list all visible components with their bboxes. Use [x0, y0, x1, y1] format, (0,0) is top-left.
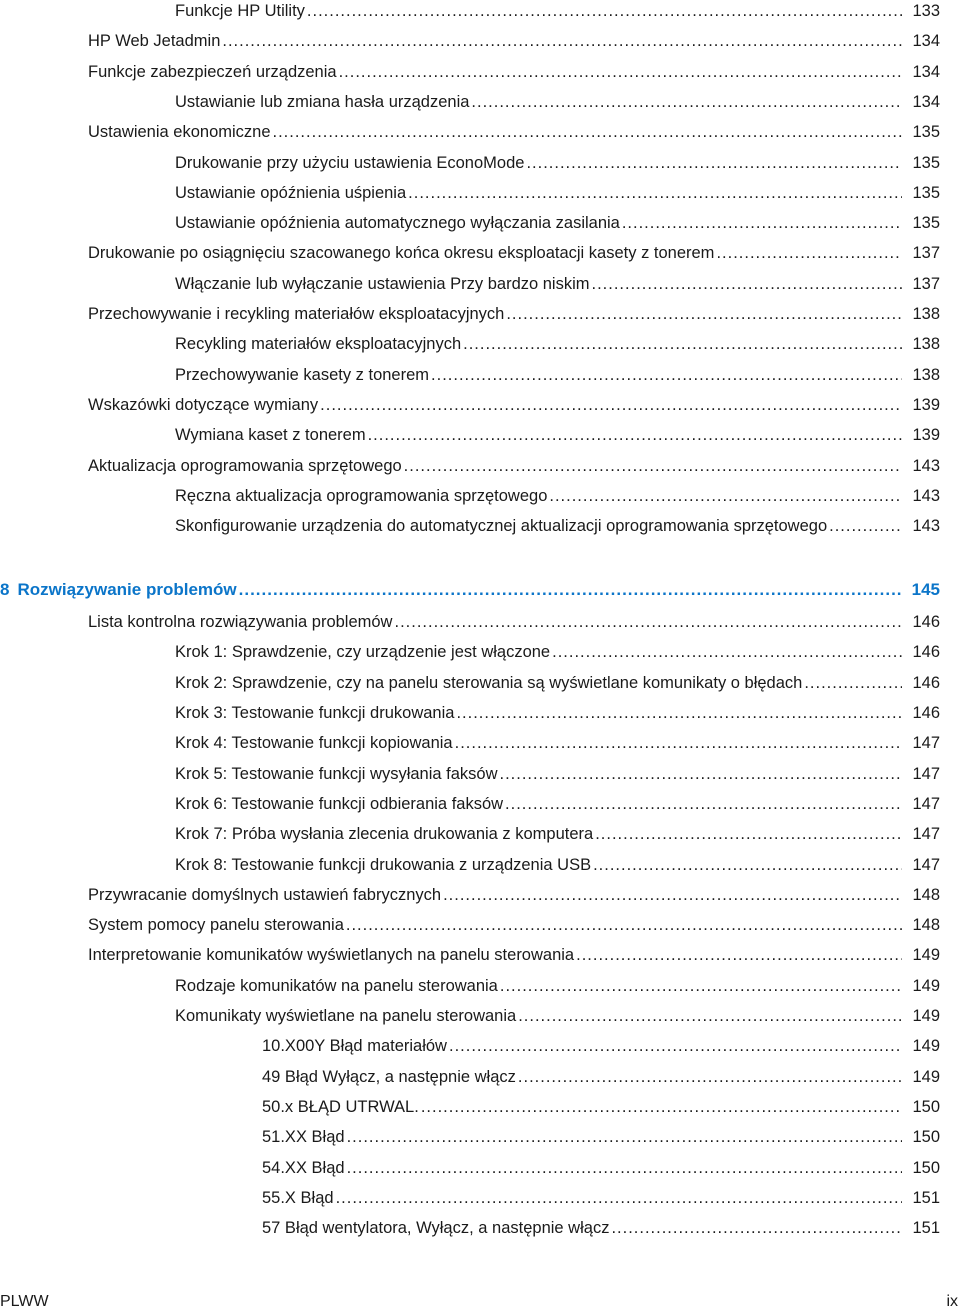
toc-entry-link[interactable] [175, 514, 940, 538]
footer-page-number: ix [946, 1293, 958, 1310]
toc-entry-title: Przechowywanie kasety z tonerem [175, 365, 430, 384]
toc-entry-link[interactable] [88, 393, 940, 417]
toc-entry-title: HP Web Jetadmin [88, 32, 221, 51]
toc-entry-link[interactable] [175, 701, 940, 725]
dot-leader [500, 762, 902, 786]
toc-entry-title: 10.X00Y Błąd materiałów [262, 1037, 447, 1056]
toc-entry-link[interactable] [175, 151, 940, 175]
toc-entry-link[interactable] [175, 640, 940, 664]
dot-leader [804, 671, 902, 695]
dot-leader [346, 913, 902, 937]
toc-entry-link[interactable] [175, 974, 940, 998]
dot-leader [347, 1156, 902, 1180]
dot-leader [829, 514, 902, 538]
toc-page-number: 147 [912, 855, 940, 874]
dot-leader [526, 151, 902, 175]
toc-entry-title: Komunikaty wyświetlane na panelu sterowania [175, 1007, 517, 1025]
dot-leader [273, 120, 902, 144]
toc-page-number: 150 [912, 1158, 940, 1177]
toc-entry-title: 54.XX Błąd [262, 1158, 345, 1177]
toc-page-number: 138 [912, 365, 940, 384]
toc-entry-title: Krok 6: Testowanie funkcji odbierania faksów [175, 794, 504, 813]
dot-leader [394, 610, 902, 634]
toc-entry-title: Ustawianie opóźnienia automatycznego wyłączania zasilania [175, 214, 620, 233]
toc-entry-link[interactable] [175, 211, 940, 235]
toc-entry-title: Drukowanie przy użyciu ustawienia EconoMode [175, 153, 525, 172]
toc-entry-title: Recykling materiałów eksploatacyjnych [175, 335, 462, 354]
toc-entry-link[interactable] [175, 484, 940, 508]
dot-leader [404, 454, 902, 478]
toc-page-number: 134 [912, 62, 940, 81]
toc-entry-link[interactable] [262, 1156, 940, 1180]
toc-page-number: 137 [912, 244, 940, 263]
toc-entry-title: Rozwiązywanie problemów [17, 580, 237, 600]
toc-page-number: 133 [912, 2, 940, 20]
dot-leader [222, 29, 902, 53]
dot-leader [431, 363, 902, 387]
dot-leader [449, 1034, 902, 1058]
toc-page-number: 139 [912, 426, 940, 445]
toc-page-number: 146 [912, 673, 940, 692]
dot-leader [593, 853, 902, 877]
toc-page-number: 148 [912, 885, 940, 904]
toc-page-number: 149 [912, 946, 940, 965]
dot-leader [368, 423, 902, 447]
toc-entry-link[interactable] [88, 29, 940, 53]
toc-page-number: 150 [912, 1097, 940, 1116]
toc-entry-title: Włączanie lub wyłączanie ustawienia Przy bardzo niskim [175, 274, 590, 293]
toc-entry-title: 55.X Błąd [262, 1188, 334, 1207]
dot-leader [622, 211, 902, 235]
toc-page-number: 143 [912, 517, 940, 536]
toc-entry-title: Wskazówki dotyczące wymiany [88, 395, 319, 414]
toc-entry-title: Krok 2: Sprawdzenie, czy na panelu sterowania są wyświetlane komunikaty o błędach [175, 673, 803, 692]
toc-entry-title: Krok 8: Testowanie funkcji drukowania z urządzenia USB [175, 855, 592, 874]
dot-leader [506, 302, 902, 326]
toc-entry-link[interactable] [175, 423, 940, 447]
toc-entry-link[interactable] [88, 883, 940, 907]
toc-entry-link[interactable] [175, 181, 940, 205]
dot-leader [456, 701, 902, 725]
toc-entry-title: Ręczna aktualizacja oprogramowania sprzętowego [175, 486, 548, 505]
dot-leader [576, 943, 902, 967]
dot-leader [518, 1065, 902, 1089]
dot-leader [347, 1125, 902, 1149]
dot-leader [552, 640, 902, 664]
toc-entry-title: Rodzaje komunikatów na panelu sterowania [175, 976, 498, 995]
toc-entry-link[interactable] [88, 913, 940, 937]
toc-page-number: 139 [912, 395, 940, 414]
toc-chapter-link[interactable] [0, 578, 940, 602]
toc-page-number: 135 [912, 153, 940, 172]
toc-page-number: 134 [912, 32, 940, 51]
toc-entry-link[interactable] [88, 943, 940, 967]
dot-leader [421, 1095, 902, 1119]
toc-entry-title: Lista kontrolna rozwiązywania problemów [88, 613, 393, 632]
dot-leader [443, 883, 902, 907]
toc-entry-link[interactable] [175, 822, 940, 846]
toc-entry-title: Drukowanie po osiągnięciu szacowanego końca okresu eksploatacji kasety z tonerem [88, 244, 715, 263]
toc-page-number: 149 [912, 1037, 940, 1056]
toc-page-number: 137 [912, 274, 940, 293]
toc-page-number: 151 [912, 1219, 940, 1238]
toc-entry-title: 50.x BŁĄD UTRWAL. [262, 1097, 419, 1116]
dot-leader [320, 393, 902, 417]
toc-entry-link[interactable] [88, 120, 940, 144]
toc-entry-link[interactable] [175, 853, 940, 877]
toc-entry-title: 49 Błąd Wyłącz, a następnie włącz [262, 1067, 516, 1086]
toc-entry-title: Krok 5: Testowanie funkcji wysyłania faksów [175, 764, 498, 783]
dot-leader [408, 181, 902, 205]
toc-entry-link[interactable] [88, 302, 940, 326]
toc-entry-link[interactable] [175, 363, 940, 387]
toc-entry-link[interactable] [88, 60, 940, 84]
dot-leader [307, 0, 902, 23]
toc-entry-link[interactable] [175, 272, 940, 296]
toc-page-number: 145 [911, 580, 940, 600]
dot-leader [505, 792, 902, 816]
toc-page-number: 149 [912, 976, 940, 995]
toc-page-number: 147 [912, 794, 940, 813]
toc-entry-title: Krok 3: Testowanie funkcji drukowania [175, 704, 455, 722]
toc-page-number: 143 [912, 486, 940, 505]
toc-entry-link[interactable] [88, 610, 940, 634]
toc-entry-link[interactable] [175, 792, 940, 816]
toc-entry-link[interactable] [175, 1004, 940, 1028]
toc-entry-title: Krok 1: Sprawdzenie, czy urządzenie jest włączone [175, 643, 551, 662]
dot-leader [463, 332, 902, 356]
toc-entry-title: Aktualizacja oprogramowania sprzętowego [88, 456, 402, 475]
toc-entry-link[interactable] [262, 1186, 940, 1210]
toc-entry-title: Przywracanie domyślnych ustawień fabrycznych [88, 885, 442, 904]
toc-page-number: 149 [912, 1067, 940, 1086]
toc-entry-title: 57 Błąd wentylatora, Wyłącz, a następnie włącz [262, 1219, 610, 1238]
dot-leader [500, 974, 902, 998]
toc-page-number: 146 [912, 704, 940, 722]
toc-page-number: 149 [912, 1007, 940, 1025]
toc-entry-link[interactable] [262, 1065, 940, 1089]
toc-entry-title: Interpretowanie komunikatów wyświetlanych na panelu sterowania [88, 946, 575, 965]
toc-entry-title: System pomocy panelu sterowania [88, 916, 344, 935]
toc-entry-title: Krok 7: Próba wysłania zlecenia drukowania z komputera [175, 825, 594, 844]
toc-page-number: 135 [912, 214, 940, 233]
dot-leader [549, 484, 902, 508]
toc-entry-title: Ustawianie lub zmiana hasła urządzenia [175, 92, 470, 111]
toc-entry-link[interactable] [262, 1216, 940, 1240]
toc-page-number: 148 [912, 916, 940, 935]
dot-leader [595, 822, 902, 846]
dot-leader [471, 90, 902, 114]
toc-page-number: 135 [912, 183, 940, 202]
toc-entry-link[interactable] [175, 671, 940, 695]
toc-entry-link[interactable] [175, 90, 940, 114]
dot-leader [455, 731, 902, 755]
toc-entry-link[interactable] [262, 1034, 940, 1058]
toc-entry-title: Funkcje HP Utility [175, 2, 305, 20]
toc-entry-link[interactable] [88, 454, 940, 478]
toc-entry-link[interactable] [175, 0, 940, 23]
toc-entry-link[interactable] [88, 241, 940, 265]
toc-entry-title: Ustawianie opóźnienia uśpienia [175, 183, 407, 202]
toc-page-number: 147 [912, 734, 940, 753]
toc-entry-title: Wymiana kaset z tonerem [175, 426, 366, 445]
chapter-number: 8 [0, 580, 10, 600]
toc-page-number: 138 [912, 305, 940, 323]
toc-entry-title: Krok 4: Testowanie funkcji kopiowania [175, 734, 453, 753]
toc-page-number: 143 [912, 456, 940, 475]
toc-page-number: 147 [912, 764, 940, 783]
toc-entry-link[interactable] [262, 1125, 940, 1149]
toc-entry-link[interactable] [175, 332, 940, 356]
dot-leader [592, 272, 902, 296]
toc-entry-link[interactable] [175, 762, 940, 786]
footer-language-code: PLWW [0, 1293, 49, 1310]
toc-entry-title: Funkcje zabezpieczeń urządzenia [88, 62, 337, 81]
toc-entry-title: 51.XX Błąd [262, 1128, 345, 1147]
toc-page-number: 151 [912, 1188, 940, 1207]
dot-leader [239, 578, 902, 602]
toc-entry-title: Przechowywanie i recykling materiałów eksploatacyjnych [88, 305, 505, 323]
toc-page-number: 138 [912, 335, 940, 354]
dot-leader [611, 1216, 902, 1240]
toc-page-number: 135 [912, 123, 940, 142]
toc-page-number: 146 [912, 643, 940, 662]
toc-page-number: 150 [912, 1128, 940, 1147]
toc-page-number: 134 [912, 92, 940, 111]
toc-entry-title: Skonfigurowanie urządzenia do automatycznej aktualizacji oprogramowania sprzętowego [175, 517, 828, 536]
toc-page-number: 146 [912, 613, 940, 632]
dot-leader [716, 241, 902, 265]
toc-entry-link[interactable] [175, 731, 940, 755]
dot-leader [336, 1186, 902, 1210]
dot-leader [339, 60, 902, 84]
toc-page-number: 147 [912, 825, 940, 844]
toc-entry-title: Ustawienia ekonomiczne [88, 123, 271, 142]
dot-leader [518, 1004, 902, 1028]
toc-entry-link[interactable] [262, 1095, 940, 1119]
